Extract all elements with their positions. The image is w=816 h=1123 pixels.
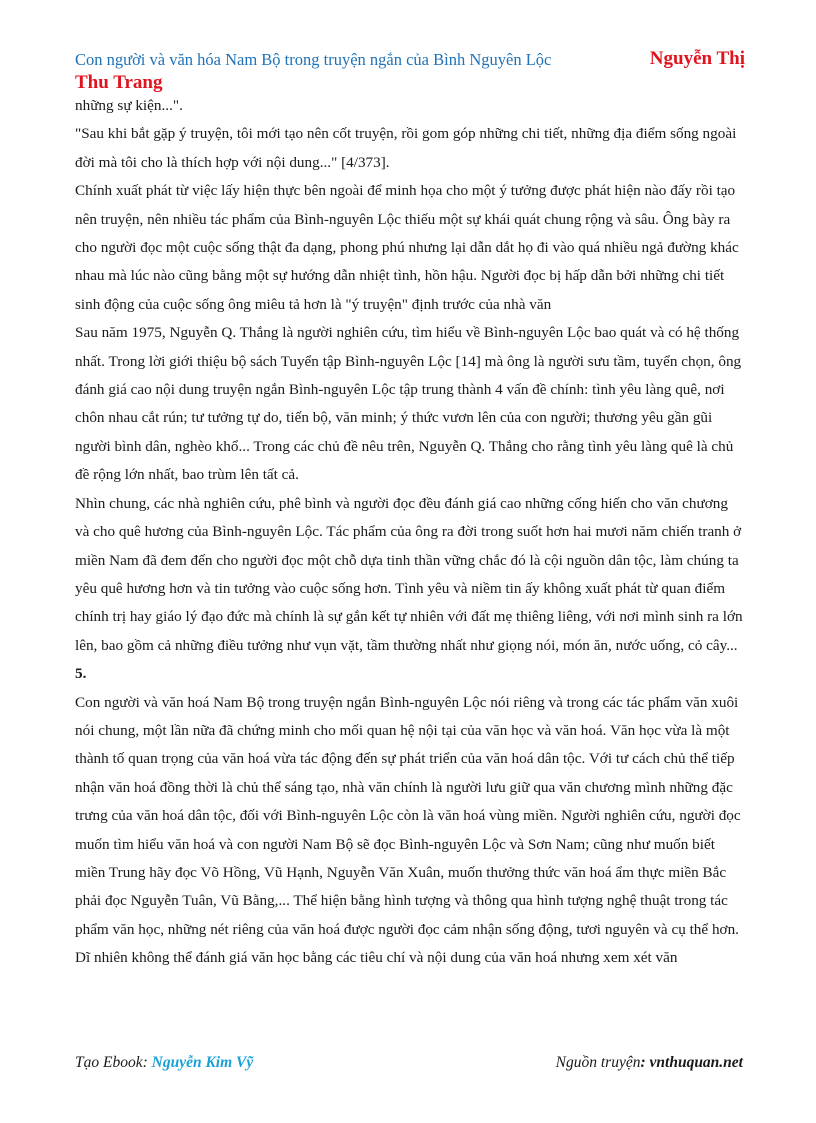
header-title: Con người và văn hóa Nam Bộ trong truyện ngắn của Bình Nguyên Lộc <box>75 50 552 69</box>
section-number: 5. <box>75 665 87 683</box>
ebook-creator: Nguyễn Kim Vỹ <box>151 1054 254 1071</box>
source-label: Nguồn truyện <box>555 1054 641 1071</box>
footer-source: Nguồn truyện: vnthuquan.net <box>555 1054 743 1071</box>
paragraph: Dĩ nhiên không thể đánh giá văn học bằng các tiêu chí và nội dung của văn hoá nhưng xem xét văn <box>75 949 678 967</box>
paragraph: Con người và văn hoá Nam Bộ trong truyện ngắn Bình-nguyên Lộc nói riêng và trong các tác phẩm văn xuôi nói chung, một lần nữa đã chứng minh cho mối quan hệ nội tại của văn học và văn hoá. Văn học vừa là một thành tố quan trọng của văn hoá vừa tác động đến sự phát triển của văn hoá dân tộc. Với tư cách chủ thể tiếp nhận văn hoá đồng thời là chủ thể sáng tạo, nhà văn chính là người lưu giữ qua văn chương mình những đặc trưng của văn hoá dân tộc, đối với Bình-nguyên Lộc còn là văn hoá vùng miền. Người nghiên cứu, người đọc muốn tìm hiểu văn hoá và con người Nam Bộ sẽ đọc Bình-nguyên Lộc và Sơn Nam; cũng như muốn biết miền Trung hãy đọc Võ Hồng, Vũ Hạnh, Nguyễn Văn Xuân, muốn thưởng thức văn hoá ẩm thực miền Bắc phải đọc Nguyễn Tuân, Vũ Bằng,... Thể hiện bằng hình tượng và thông qua hình tượng nghệ thuật trong tác phẩm văn học, những nét riêng của văn hoá được người đọc cảm nhận sống động, tươi nguyên và cụ thể hơn. <box>75 693 741 938</box>
header-author-continued: Thu Trang <box>75 72 163 93</box>
paragraph: Chính xuất phát từ việc lấy hiện thực bên ngoài để minh họa cho một ý tưởng được phát hiện nào đấy rồi tạo nên truyện, nên nhiều tác phẩm của Bình-nguyên Lộc thiếu một sự khái quát chung rộng và sâu. Ông bày ra cho người đọc một cuộc sống thật đa dạng, phong phú nhưng lại dẫn dắt họ đi vào quá nhiều ngả đường khác nhau mà lúc nào cũng bằng một sự hướng dẫn nhiệt tình, hồn hậu. Người đọc bị hấp dẫn bởi những chi tiết sinh động của cuộc sống ông miêu tả hơn là "ý truyện" định trước của nhà văn <box>75 182 739 313</box>
header-author: Nguyễn Thị <box>649 48 745 69</box>
paragraph: những sự kiện...". <box>75 97 183 114</box>
ebook-label: Tạo Ebook <box>75 1054 143 1071</box>
page-header <box>75 50 745 94</box>
paragraph: Sau năm 1975, Nguyễn Q. Thắng là người nghiên cứu, tìm hiểu về Bình-nguyên Lộc bao quát và có hệ thống nhất. Trong lời giới thiệu bộ sách Tuyển tập Bình-nguyên Lộc [14] mà ông là người sưu tầm, tuyển chọn, ông đánh giá cao nội dung truyện ngắn Bình-nguyên Lộc tập trung thành 4 vấn đề chính: tình yêu làng quê, nơi chôn nhau cắt rún; tư tưởng tự do, tiến bộ, văn minh; ý thức vươn lên của con người; thương yêu gần gũi người bình dân, nghèo khổ... Trong các chủ đề nêu trên, Nguyễn Q. Thắng cho rằng tình yêu làng quê là chủ đề rộng lớn nhất, bao trùm lên tất cả. <box>75 324 742 484</box>
document-body <box>75 92 743 973</box>
footer-ebook: Tạo Ebook: Nguyễn Kim Vỹ <box>75 1054 254 1071</box>
source-link[interactable]: vnthuquan.net <box>649 1054 743 1071</box>
paragraph: Nhìn chung, các nhà nghiên cứu, phê bình và người đọc đều đánh giá cao những cống hiến cho văn chương và cho quê hương của Bình-nguyên Lộc. Tác phẩm của ông ra đời trong suốt hơn hai mươi năm chiến tranh ở miền Nam đã đem đến cho người đọc một chỗ dựa tinh thần vững chắc đó là cội nguồn dân tộc, làm chúng ta yêu quê hương hơn và tin tưởng vào cuộc sống hơn. Tình yêu và niềm tin ấy không xuất phát từ quan điểm chính trị hay giáo lý đạo đức mà chính là sự gắn kết tự nhiên với đất mẹ thiêng liêng, với nơi mình sinh ra lớn lên, bao gồm cả những điều tưởng như vụn vặt, tầm thường nhất như giọng nói, món ăn, nước uống, cỏ cây... <box>75 494 743 654</box>
paragraph: "Sau khi bắt gặp ý truyện, tôi mới tạo nên cốt truyện, rồi gom góp những chi tiết, những địa điểm sống ngoài đời mà tôi cho là thích hợp với nội dung..." [4/373]. <box>75 125 737 171</box>
page-footer <box>75 1054 743 1072</box>
